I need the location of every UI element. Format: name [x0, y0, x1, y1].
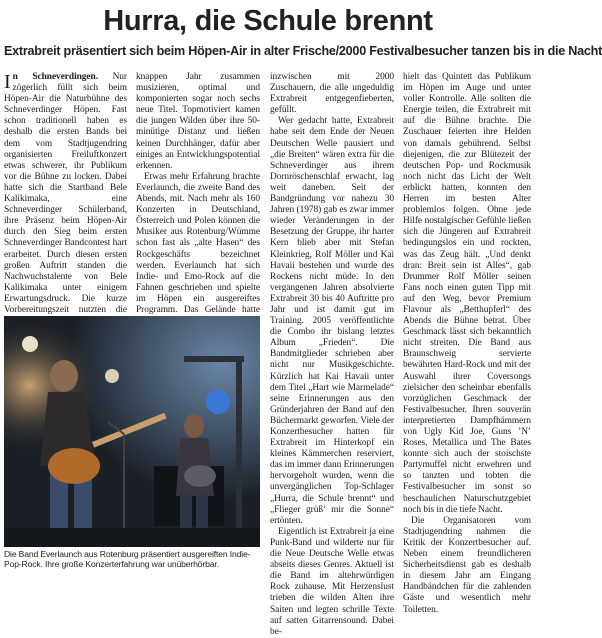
- paragraph: Eigentlich ist Extrabreit ja eine Punk-Band und wilderte nur für die Neue Deutsche Welle etwas abseits dieses Genres. Aktuell ist die Band im altehrwürdigen Rock zuhause. Mit Herzenslust trieben die wilden Alten ihre Saiten und legten schrille Texte auf satten Gitarrensound. Dabei be-: [270, 526, 394, 637]
- text-column-4: [403, 72, 531, 615]
- paragraph: Wer gedacht hatte, Extrabreit habe seit dem Ende der Neuen Deutschen Welle pausiert und „die Breiten“ wären extra für die Schneverdinger aus ihrem Dornröschenschlaf erwacht, lag weit daneben. Seit der Bandgründung vor nahezu 30 Jahren (1978) gab es zwar immer wieder Veränderungen in der Besetzung der Gruppe, ihr harter Kern blieb aber mit Stefan Kleinkrieg, Rolf Möller und Kai Havaii bestehen und wurde des Rockens nicht müde. In den vergangenen Jahren absolvierte Extrabreit 30 bis 40 Auftritte pro Jahr und ist damit gut im Training. 2005 veröffentlichte die Combo ihr bislang letztes Album „Frieden“. Die Bandmitglieder schrieben aber nicht nur Musikgeschichte. Kürzlich hat Kai Havaii unter dem Titel „Hart wie Marmelade“ seine Erinnerungen aus den Gründerjahren der Band auf den Büchermarkt geworfen. Viele der Konzertbesucher hatten für Extrabreit im Hinterkopf ein kleines Kämmerchen reserviert, das im immer dann Erinnerungen hervorgeholt wurden, wenn die unvergänglichen Top-Schlager „Hurra, die Schule brennt“ und „Flieger grüß’ mir die Sonne“ ertönten.: [270, 116, 394, 526]
- paragraph-text: Nur zögerlich füllt sich beim Höpen-Air die Naturbühne des Schneverdinger Höpen. Fast schon traditionell haben es deshalb die ersten Bands bei dem vom Stadtjugendring organisierten Freiluftkonzert etwas schwerer, ihr Publikum vor die Bühne zu locken. Dabei hatte sich die Startband Bele Kalikimaka, eine Schneverdinger Schülerband, ihre Präsenz beim Höpen-Air durch den Sieg beim ersten Schneverdinger Bandcontest hart erarbeitet. Durch diesen ersten großen Auftritt standen die Nachwuchstalente von Bele Kalikimaka unter einigem Erwartungsdruck. Die kurze Vorbereitungszeit nutzten die: [4, 72, 127, 315]
- band-photo: [4, 316, 260, 547]
- text-column-1: [4, 71, 127, 315]
- paragraph: Etwas mehr Erfahrung brachte Everlaunch, die zweite Band des Abends, mit. Nach mehr als 160 Konzerten in Deutschland, Österreich und Polen können die Musiker aus Rotenburg/Wümme schon fast als „alte Hasen“ des Rockgeschäfts bezeichnet werden. Everlaunch hat sich Indie- und Emo-Rock auf die Fahnen geschrieben und spielte im Höpen ein ausgereiftes Programm. Das Gelände hatte: [136, 171, 260, 315]
- photo-caption: Die Band Everlaunch aus Rotenburg präsentiert ausgereiften Indie-Pop-Rock. Ihre große Konzerterfahrung war unüberhörbar.: [4, 549, 251, 570]
- article-headline: Hurra, die Schule brennt: [103, 5, 433, 37]
- dateline: n Schneverdingen.: [12, 72, 99, 82]
- paragraph: inzwischen mit 2000 Zuschauern, die alle ungeduldig Extrabreit entgegenfieberten, gefüllt.: [270, 72, 394, 116]
- concert-illustration: [4, 316, 260, 547]
- text-column-2: [136, 72, 260, 315]
- text-column-3: [270, 72, 394, 637]
- paragraph: knappen Jahr zusammen musizieren, optimal und komponierten sogar noch sechs neue Titel. Topmotiviert kamen die jungen Wilden über ihre 50-minütige Distanz und ließen keinen Durchhänger, dafür aber einiges an Entwicklungspotential erkennen.: [136, 72, 260, 171]
- paragraph: [4, 72, 127, 338]
- article-subhead: Extrabreit präsentiert sich beim Höpen-Air in alter Frische/2000 Festivalbesucher tanzen bis in die Nacht: [4, 44, 602, 58]
- paragraph: Die Organisatoren vom Stadtjugendring nahmen die Kritik der Konzertbesucher auf. Neben einem freundlicheren Sicherheitsdienst gab es deshalb in diesem Jahr am Eingang Handbändchen für die zahlenden Gäste und wesentlich mehr Toiletten.: [403, 515, 531, 615]
- stage-light: [22, 336, 38, 352]
- drop-cap: I: [4, 71, 11, 93]
- paragraph: hielt das Quintett das Publikum im Höpen im Auge und unter voller Kontrolle. Alle sollten die Energie teilen, die Extrabreit mit auf die Bühne brachte. Die Zuschauer feierten ihre Helden von damals gebührend. Selbst diejenigen, die zur Blütezeit der deutschen Pop- und Rockmusik noch nicht das Licht der Welt erblickt hatten, konnten den Herren im besten Alter problemlos folgen. Ohne jede Hilfe nostalgischer Gefühle ließen sich die Jüngeren auf Extrabreit bedingungslos ein und rockten, was das Zeug hält. „Und denkt dran: Breit sein ist Alles“, gab Drummer Rolf Möller seinen Fans noch einen guten Tipp mit auf den Weg, bevor Premium Flavour als „Betthupferl“ des Abends die Bühne betrat. Über Geschmack lässt sich bekanntlich nicht streiten. Die Band aus Braunschweig servierte bewährten Hard-Rock und mit der Auswahl ihrer Coversongs zielsicher den scheinbar ebenfalls vorzüglichen Geschmack der Festivalbesucher. Ihren souverän interpretierten Dampfhämmern von Ugly Kid Joe, Guns ’N’ Roses, Metallica und The Bates konnte sich auch der stoischste Partymuffel nicht erwehren und so tanzten und tobten die Festivalbesucher im sonst so beschaulichen Naturschutzgebiet noch bis in die tiefe Nacht.: [403, 72, 531, 515]
